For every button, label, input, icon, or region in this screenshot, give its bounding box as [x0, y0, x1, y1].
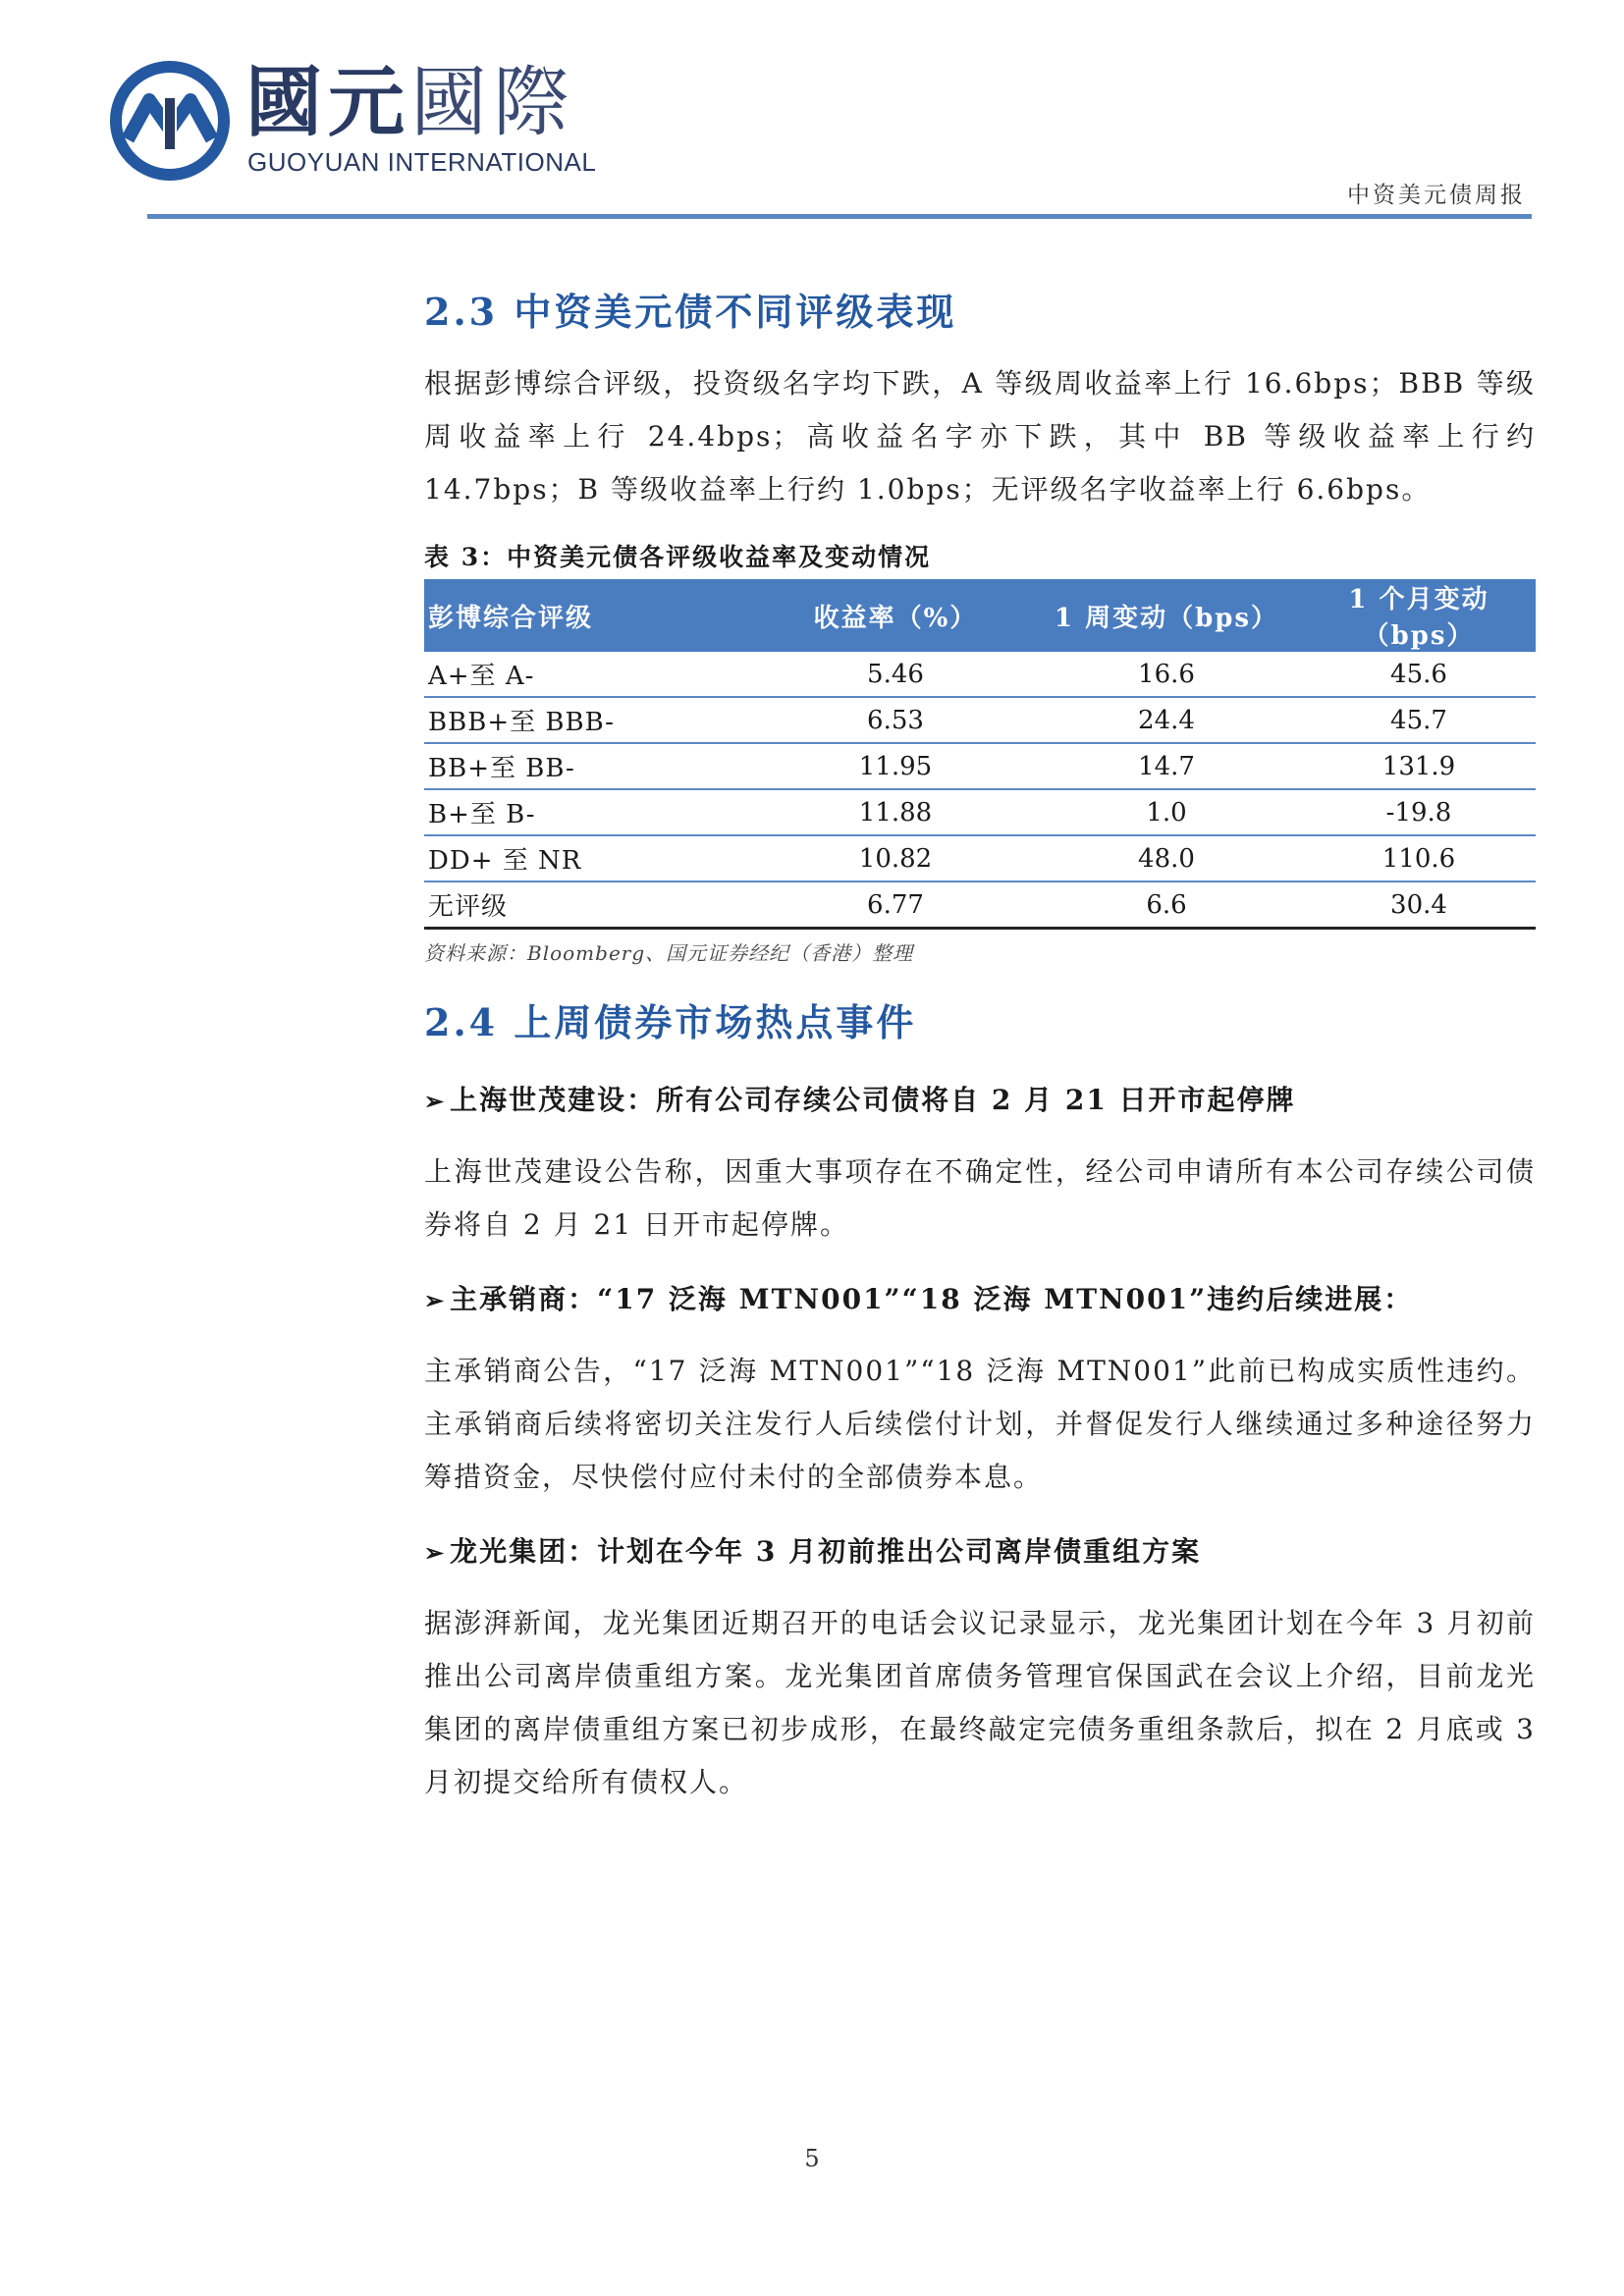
table-row [424, 743, 1536, 789]
cell-yield: 10.82 [760, 835, 1031, 881]
cell-1w-change: 14.7 [1031, 743, 1302, 789]
ratings-yield-table [424, 579, 1536, 930]
cell-1w-change: 1.0 [1031, 789, 1302, 835]
arrow-bullet-icon: ➢ [424, 1538, 447, 1567]
header-divider [147, 214, 1532, 219]
cell-1m-change: 45.6 [1302, 652, 1536, 697]
cell-1m-change: 45.7 [1302, 697, 1536, 743]
page-number: 5 [804, 2145, 820, 2172]
header-yield: 收益率（%） [813, 603, 978, 633]
cell-yield: 11.95 [760, 743, 1031, 789]
header-1m-change: 1 个月变动（bps） [1348, 585, 1489, 651]
event-body-shimao: 上海世茂建设公告称，因重大事项存在不确定性，经公司申请所有本公司存续公司债券将自 2 月 21 日开市起停牌。 [424, 1155, 1536, 1241]
section-2-3-heading: 2.3 中资美元债不同评级表现 [424, 290, 957, 334]
cell-yield: 5.46 [760, 652, 1031, 697]
logo-english-text: GUOYUAN INTERNATIONAL [247, 147, 597, 177]
table-row [424, 881, 1536, 929]
cell-1m-change: 110.6 [1302, 835, 1536, 881]
arrow-bullet-icon: ➢ [424, 1087, 447, 1115]
cell-1m-change: 131.9 [1302, 743, 1536, 789]
table-header-row [424, 579, 1536, 652]
cell-rating: DD+ 至 NR [424, 835, 760, 881]
guoyuan-logo-icon [110, 61, 230, 181]
section-2-3-paragraph: 根据彭博综合评级，投资级名字均下跌，A 等级周收益率上行 16.6bps；BBB 等级周收益率上行 24.4bps；高收益名字亦下跌，其中 BB 等级收益率上行约 14.7bps；B 等级收益率上行约 1.0bps；无评级名字收益率上行 6.6bps。 [424, 367, 1536, 506]
table-row [424, 697, 1536, 743]
table-3-caption: 表 3：中资美元债各评级收益率及变动情况 [424, 543, 932, 571]
page-content [424, 285, 1536, 1831]
cell-1w-change: 48.0 [1031, 835, 1302, 881]
cell-1m-change: 30.4 [1302, 881, 1536, 929]
event-body-fanhai: 主承销商公告，“17 泛海 MTN001”“18 泛海 MTN001”此前已构成实质性违约。主承销商后续将密切关注发行人后续偿付计划，并督促发行人继续通过多种途径努力筹措资金，尽快偿付应付未付的全部债券本息。 [424, 1355, 1536, 1493]
header-1w-change: 1 周变动（bps） [1054, 603, 1279, 633]
report-title: 中资美元债周报 [1347, 183, 1526, 208]
table-row [424, 652, 1536, 697]
cell-1w-change: 6.6 [1031, 881, 1302, 929]
cell-1m-change: -19.8 [1302, 789, 1536, 835]
cell-rating: BB+至 BB- [424, 743, 760, 789]
cell-1w-change: 16.6 [1031, 652, 1302, 697]
table-row [424, 835, 1536, 881]
event-title-fanhai: ➢ 主承销商：“17 泛海 MTN001”“18 泛海 MTN001”违约后续进展： [424, 1283, 1414, 1315]
cell-1w-change: 24.4 [1031, 697, 1302, 743]
page-header [0, 0, 1624, 226]
table-source-note: 资料来源：Bloomberg、国元证券经纪（香港）整理 [424, 941, 914, 965]
event-title-shimao: ➢ 上海世茂建设：所有公司存续公司债将自 2 月 21 日开市起停牌 [424, 1084, 1296, 1116]
header-rating: 彭博综合评级 [428, 603, 594, 633]
logo-chinese-text: 國元國際 [245, 59, 576, 147]
table-row [424, 789, 1536, 835]
cell-rating: 无评级 [424, 881, 760, 929]
arrow-bullet-icon: ➢ [424, 1286, 447, 1314]
event-body-longguang: 据澎湃新闻，龙光集团近期召开的电话会议记录显示，龙光集团计划在今年 3 月初前推出公司离岸债重组方案。龙光集团首席债务管理官保国武在会议上介绍，目前龙光集团的离岸债重组方案已初步成形，在最终敲定完债务重组条款后，拟在 2 月底或 3 月初提交给所有债权人。 [424, 1607, 1536, 1798]
cell-rating: BBB+至 BBB- [424, 697, 760, 743]
event-title-longguang: ➢ 龙光集团：计划在今年 3 月初前推出公司离岸债重组方案 [424, 1535, 1202, 1568]
section-2-4-heading: 2.4 上周债券市场热点事件 [424, 1000, 917, 1044]
cell-yield: 11.88 [760, 789, 1031, 835]
cell-rating: A+至 A- [424, 652, 760, 697]
cell-rating: B+至 B- [424, 789, 760, 835]
cell-yield: 6.53 [760, 697, 1031, 743]
cell-yield: 6.77 [760, 881, 1031, 929]
